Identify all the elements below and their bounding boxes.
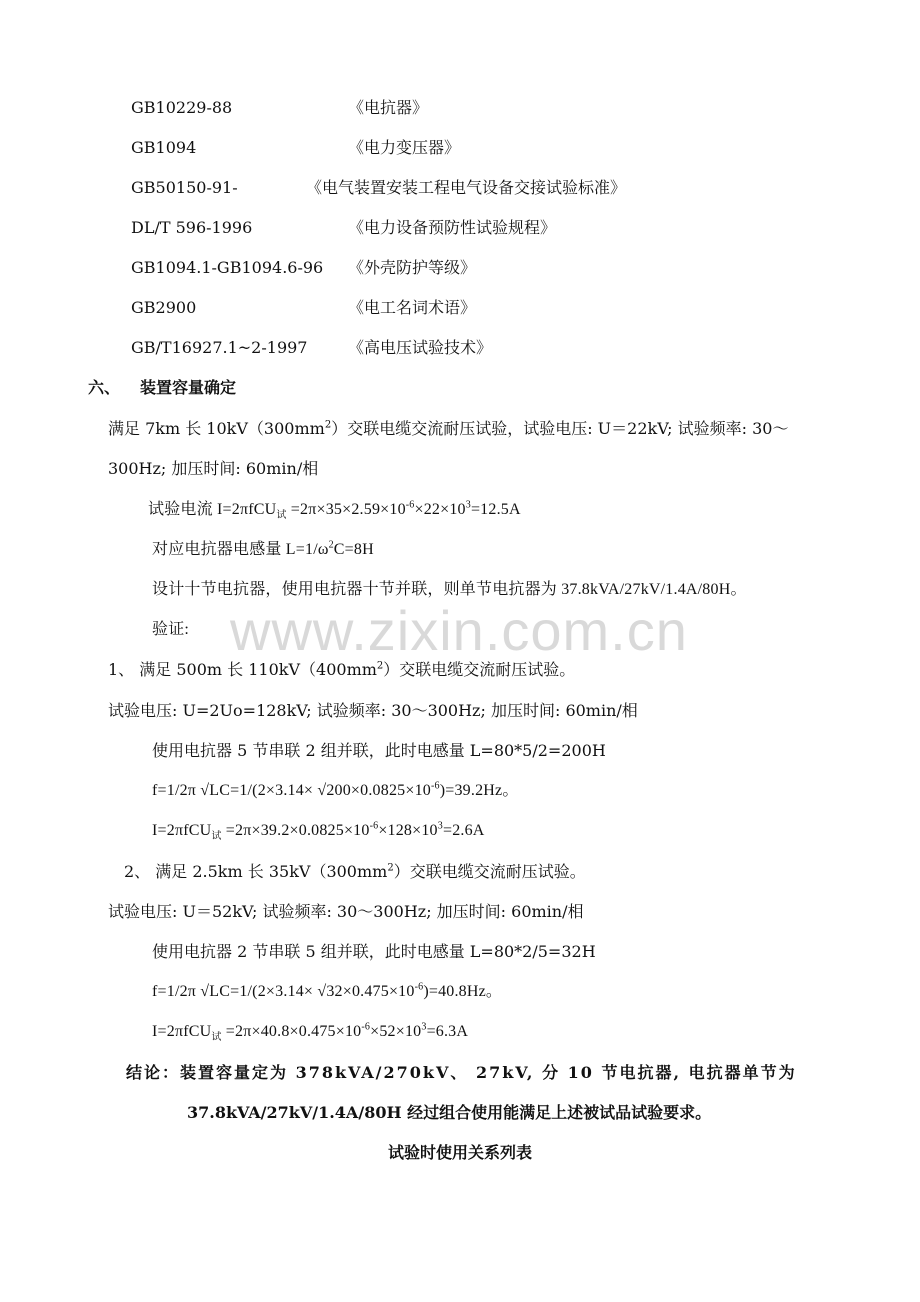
case2-params: 试验电压: U＝52kV; 试验频率: 30～300Hz; 加压时间: 60min/相 bbox=[108, 902, 584, 921]
formula-text: =6.3A bbox=[426, 1023, 469, 1040]
formula-text: I=2πfCU bbox=[152, 1023, 212, 1040]
case2-current bbox=[152, 1022, 468, 1042]
standard-code: GB1094.1-GB1094.6-96 bbox=[131, 258, 324, 277]
superscript: 2 bbox=[328, 539, 334, 551]
conclusion-line-2: 37.8kVA/27kV/1.4A/80H 经过组合使用能满足上述被试品试验要求。 bbox=[187, 1103, 712, 1122]
standard-title: 《电工名词术语》 bbox=[348, 298, 477, 317]
section-title: 装置容量确定 bbox=[140, 378, 237, 397]
case1-current bbox=[152, 821, 485, 841]
formula-text: =2π×35×2.59×10 bbox=[286, 501, 406, 518]
case-text: 2、 满足 2.5km 长 35kV（300mm bbox=[124, 862, 388, 881]
standard-title: 《电力设备预防性试验规程》 bbox=[348, 218, 557, 237]
intro-text: 满足 7km 长 10kV（300mm bbox=[108, 419, 325, 438]
case1-config: 使用电抗器 5 节串联 2 组并联，此时电感量 L=80*5/2=200H bbox=[152, 741, 606, 760]
superscript: -6 bbox=[405, 499, 415, 511]
standard-title: 《电力变压器》 bbox=[348, 138, 461, 157]
case-text: 1、 满足 500m 长 110kV（400mm bbox=[108, 660, 377, 679]
formula-text: I=2πfCU bbox=[152, 822, 212, 839]
superscript: -6 bbox=[369, 820, 379, 832]
case-text: ）交联电缆交流耐压试验。 bbox=[393, 862, 586, 881]
superscript: 3 bbox=[465, 499, 471, 511]
case-text: ）交联电缆交流耐压试验。 bbox=[383, 660, 576, 679]
standard-code: GB2900 bbox=[131, 298, 197, 317]
formula-text: =2π×39.2×0.0825×10 bbox=[221, 822, 370, 839]
formula-text: ×128×10 bbox=[378, 822, 438, 839]
superscript: -6 bbox=[430, 780, 440, 792]
superscript: 2 bbox=[387, 862, 394, 874]
formula-text: 对应电抗器电感量 L=1/ω bbox=[152, 541, 329, 558]
intro-line-1 bbox=[108, 419, 788, 439]
formula-text: ×22×10 bbox=[414, 501, 466, 518]
formula-text: =12.5A bbox=[470, 501, 521, 518]
standard-title: 《电气装置安装工程电气设备交接试验标准》 bbox=[306, 178, 627, 197]
current-formula bbox=[148, 500, 521, 520]
standard-code: GB10229-88 bbox=[131, 98, 233, 117]
case1-frequency bbox=[152, 781, 519, 801]
formula-text: )=39.2Hz。 bbox=[439, 782, 519, 799]
watermark: www.zixin.com.cn bbox=[230, 599, 688, 662]
superscript: -6 bbox=[361, 1021, 371, 1033]
formula-text: ×52×10 bbox=[370, 1023, 422, 1040]
case1-params: 试验电压: U=2Uo=128kV; 试验频率: 30～300Hz; 加压时间: 60min/相 bbox=[108, 701, 638, 720]
section-heading bbox=[88, 378, 236, 398]
formula-text: C=8H bbox=[333, 541, 374, 558]
case1-heading bbox=[108, 660, 575, 680]
case2-frequency bbox=[152, 982, 502, 1002]
formula-text: )=40.8Hz。 bbox=[423, 983, 503, 1000]
standard-code: GB50150-91- bbox=[131, 178, 238, 197]
subscript: 试 bbox=[211, 1032, 222, 1044]
standard-title: 《外壳防护等级》 bbox=[348, 258, 477, 277]
inductance-formula bbox=[152, 540, 374, 560]
formula-text: 试验电流 I=2πfCU bbox=[148, 501, 277, 518]
standard-code: GB/T16927.1~2-1997 bbox=[131, 338, 308, 357]
design-text: 设计十节电抗器，使用电抗器十节并联，则单节电抗器为 37.8kVA/27kV/1.4A/80H。 bbox=[152, 581, 747, 598]
superscript: 3 bbox=[437, 820, 443, 832]
superscript: 3 bbox=[421, 1021, 427, 1033]
case2-heading bbox=[124, 862, 586, 882]
intro-line-2: 300Hz; 加压时间: 60min/相 bbox=[108, 459, 319, 478]
standard-code: DL/T 596-1996 bbox=[131, 218, 253, 237]
subscript: 试 bbox=[276, 510, 287, 522]
case2-config: 使用电抗器 2 节串联 5 组并联，此时电感量 L=80*2/5=32H bbox=[152, 942, 596, 961]
standard-title: 《高电压试验技术》 bbox=[348, 338, 493, 357]
superscript: 2 bbox=[324, 419, 332, 431]
intro-text: ）交联电缆交流耐压试验，试验电压: U＝22kV; 试验频率: 30～ bbox=[331, 419, 789, 438]
verify-label: 验证: bbox=[152, 621, 190, 638]
formula-text: =2π×40.8×0.475×10 bbox=[221, 1023, 362, 1040]
superscript: -6 bbox=[414, 981, 424, 993]
standard-code: GB1094 bbox=[131, 138, 197, 157]
formula-text: =2.6A bbox=[442, 822, 485, 839]
section-number: 六、 bbox=[88, 378, 121, 397]
standard-title: 《电抗器》 bbox=[348, 98, 429, 117]
conclusion-line-1: 结论：装置容量定为 378kVA/270kV、 27kV, 分 10 节电抗器, 电抗器单节为 bbox=[126, 1063, 797, 1082]
formula-text: f=1/2π √LC=1/(2×3.14× √32×0.475×10 bbox=[152, 983, 415, 1000]
subscript: 试 bbox=[211, 831, 222, 843]
formula-text: f=1/2π √LC=1/(2×3.14× √200×0.0825×10 bbox=[152, 782, 431, 799]
superscript: 2 bbox=[376, 660, 384, 672]
table-title: 试验时使用关系列表 bbox=[387, 1143, 532, 1162]
